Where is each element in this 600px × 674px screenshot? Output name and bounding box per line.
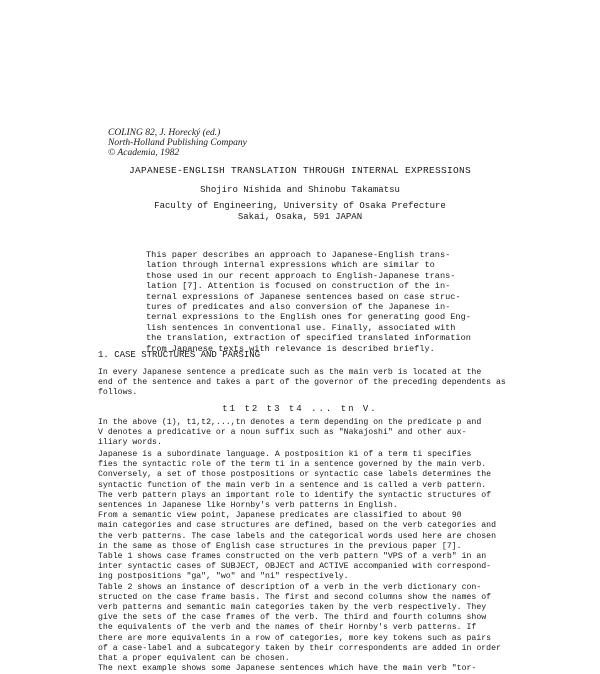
body-line: The next example shows some Japanese sentences which have the main verb "tor- <box>98 664 477 674</box>
abstract-line: ternal expressions of Japanese sentences based on case struc- <box>146 291 461 302</box>
body-line: V denotes a predicative or a noun suffix such as "Nakajoshi" and other aux- <box>98 428 467 438</box>
body-line: the verb patterns. The case labels and the categorical words used here are chosen <box>98 531 496 541</box>
body-line: Table 1 shows case frames constructed on the verb pattern "VPS of a verb" in an <box>98 552 487 562</box>
body-line: main categories and case structures are defined, based on the verb categories and <box>98 521 496 531</box>
body-line: that a proper equivalent can be chosen. <box>98 654 290 664</box>
body-line: the equivalents of the verb and the names of their Hornby's verb patterns. If <box>98 623 477 633</box>
body-line: of a case-label and a subcategory taken by their correspondents are added in order <box>98 643 501 653</box>
body-line: sentences in Japanese like Hornby's verb patterns in English. <box>98 501 398 511</box>
body-line: fies the syntactic role of the term ti in a sentence governed by the main verb. <box>98 460 487 470</box>
publisher-company: North-Holland Publishing Company <box>108 138 247 148</box>
abstract-line: lish sentences in conventional use. Finally, associated with <box>146 322 456 333</box>
body-line: In the above (1), t1,t2,...,tn denotes a term depending on the predicate p and <box>98 418 482 427</box>
affiliation-line-2: Sakai, Osaka, 591 JAPAN <box>237 212 363 222</box>
body-line: there are more equivalents in a row of categories, more key tokens such as pairs <box>98 633 492 643</box>
body-line: iliary words. <box>98 438 162 448</box>
formula: t1 t2 t3 t4 ... tn V. <box>222 404 378 414</box>
abstract-line: the translation, extraction of specified translated information <box>146 333 471 344</box>
body-line: structed on the case frame basis. The first and second columns show the names of <box>98 592 492 602</box>
body-line: inter syntactic cases of SUBJECT, OBJECT and ACTIVE accompanied with correspond- <box>98 562 492 572</box>
abstract <box>146 250 484 354</box>
authors: Shojiro Nishida and Shinobu Takamatsu <box>200 185 400 195</box>
body-line: From a semantic view point, Japanese predicates are classified to about 90 <box>98 511 462 521</box>
body-line: follows. <box>98 388 138 398</box>
publisher-conference: COLING 82, J. Horecký (ed.) <box>108 128 221 138</box>
body-line: give the sets of the case frames of the verb. The third and fourth columns show <box>98 613 487 623</box>
body-line: Japanese is a subordinate language. A postposition ki of a term ti specifies <box>98 450 472 459</box>
abstract-line: This paper describes an approach to Japanese-English trans- <box>146 250 451 260</box>
abstract-line: tures of predicates and also conversion of the Japanese in- <box>146 302 451 313</box>
paragraph-body <box>98 450 530 674</box>
body-line: end of the sentence and takes a part of the governor of the preceding dependents as <box>98 378 506 388</box>
section-heading: 1. CASE STRUCTURES AND PARSING <box>98 350 261 360</box>
abstract-line: ternal expressions to the English ones for generating good Eng- <box>146 312 471 323</box>
abstract-line: lation through internal expressions which are similar to <box>146 260 435 271</box>
body-line: in the same as those of English case structures in the previous paper [7]. <box>98 541 462 551</box>
body-line: The verb pattern plays an important role to identify the syntactic structures of <box>98 490 492 500</box>
body-line: Conversely, a set of those postpositions or syntactic case labels determines the <box>98 470 492 480</box>
affiliation-line-1: Faculty of Engineering, University of Osaka Prefecture <box>154 201 446 211</box>
paragraph-intro <box>98 368 530 399</box>
abstract-line: those used in our recent approach to English-Japanese trans- <box>146 270 456 281</box>
paragraph-formula-explanation <box>98 418 530 449</box>
body-line: syntactic function of the main verb in a sentence and is called a verb pattern. <box>98 480 487 490</box>
body-line: verb patterns and semantic main categories taken by the verb respectively. They <box>98 603 487 613</box>
body-line: In every Japanese sentence a predicate such as the main verb is located at the <box>98 368 482 377</box>
abstract-line: lation [7]. Attention is focused on construction of the in- <box>146 281 451 292</box>
body-line: ing postpositions "ga", "wo" and "ni" respectively. <box>98 572 349 582</box>
body-line: Table 2 shows an instance of description of a verb in the verb dictionary con- <box>98 582 482 592</box>
publisher-copyright: © Academia, 1982 <box>108 148 180 158</box>
abstract-line: from Japanese texts with relevance is described briefly. <box>146 343 435 354</box>
paper-title: JAPANESE-ENGLISH TRANSLATION THROUGH INTERNAL EXPRESSIONS <box>128 165 472 176</box>
